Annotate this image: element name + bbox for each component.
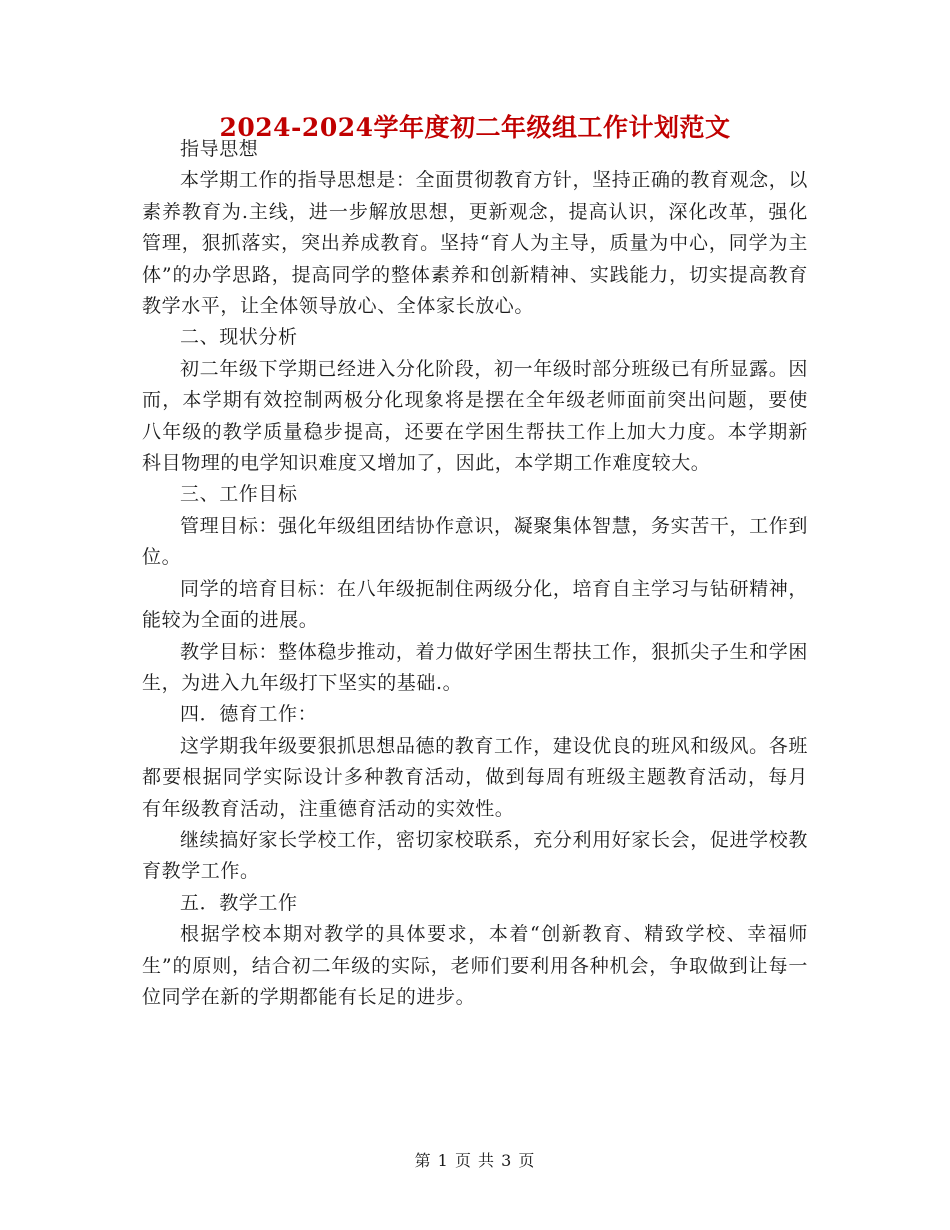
paragraph-moral-education: 这学期我年级要狠抓思想品德的教育工作，建设优良的班风和级风。各班都要根据同学实际设计多种教育活动，做到每周有班级主题教育活动，每月有年级教育活动，注重德育活动的实效性。 — [142, 734, 808, 820]
paragraph-guiding-ideology: 本学期工作的指导思想是：全面贯彻教育方针，坚持正确的教育观念，以素养教育为.主线，进一步解放思想，更新观念，提高认识，深化改革，强化管理，狠抓落实，突出养成教育。坚持“育人为主导，质量为中心，同学为主体”的办学思路，提高同学的整体素养和创新精神、实践能力，切实提高教育教学水平，让全体领导放心、全体家长放心。 — [142, 169, 808, 318]
paragraph-student-goal: 同学的培育目标：在八年级扼制住两级分化，培育自主学习与钻研精神，能较为全面的进展。 — [142, 577, 808, 632]
document-body — [142, 134, 808, 1013]
page-number: 第 1 页 共 3 页 — [414, 1151, 536, 1170]
heading-status-analysis: 二、现状分析 — [180, 326, 298, 349]
heading-moral-education: 四．德育工作： — [180, 703, 318, 726]
paragraph-parent-school: 继续搞好家长学校工作，密切家校联系，充分利用好家长会，促进学校教育教学工作。 — [142, 828, 808, 883]
paragraph-management-goal: 管理目标：强化年级组团结协作意识，凝聚集体智慧，务实苦干，工作到位。 — [142, 514, 808, 569]
heading-guiding-ideology: 指导思想 — [180, 138, 259, 160]
heading-work-goals: 三、工作目标 — [180, 483, 298, 506]
paragraph-teaching-goal: 教学目标：整体稳步推动，着力做好学困生帮扶工作，狠抓尖子生和学困生，为进入九年级打下坚实的基础.。 — [142, 640, 808, 694]
paragraph-status-analysis: 初二年级下学期已经进入分化阶段，初一年级时部分班级已有所显露。因而，本学期有效控制两极分化现象将是摆在全年级老师面前突出问题，要使八年级的教学质量稳步提高，还要在学困生帮扶工作上加大力度。本学期新科目物理的电学知识难度又增加了，因此，本学期工作难度较大。 — [142, 357, 808, 475]
document-title: 2024-2024学年度初二年级组工作计划范文 — [219, 113, 731, 142]
page-footer — [0, 1148, 950, 1171]
heading-teaching-work: 五．教学工作 — [180, 891, 298, 914]
paragraph-teaching-work: 根据学校本期对教学的具体要求，本着“创新教育、精致学校、幸福师生”的原则，结合初二年级的实际，老师们要利用各种机会，争取做到让每一位同学在新的学期都能有长足的进步。 — [142, 923, 808, 1008]
